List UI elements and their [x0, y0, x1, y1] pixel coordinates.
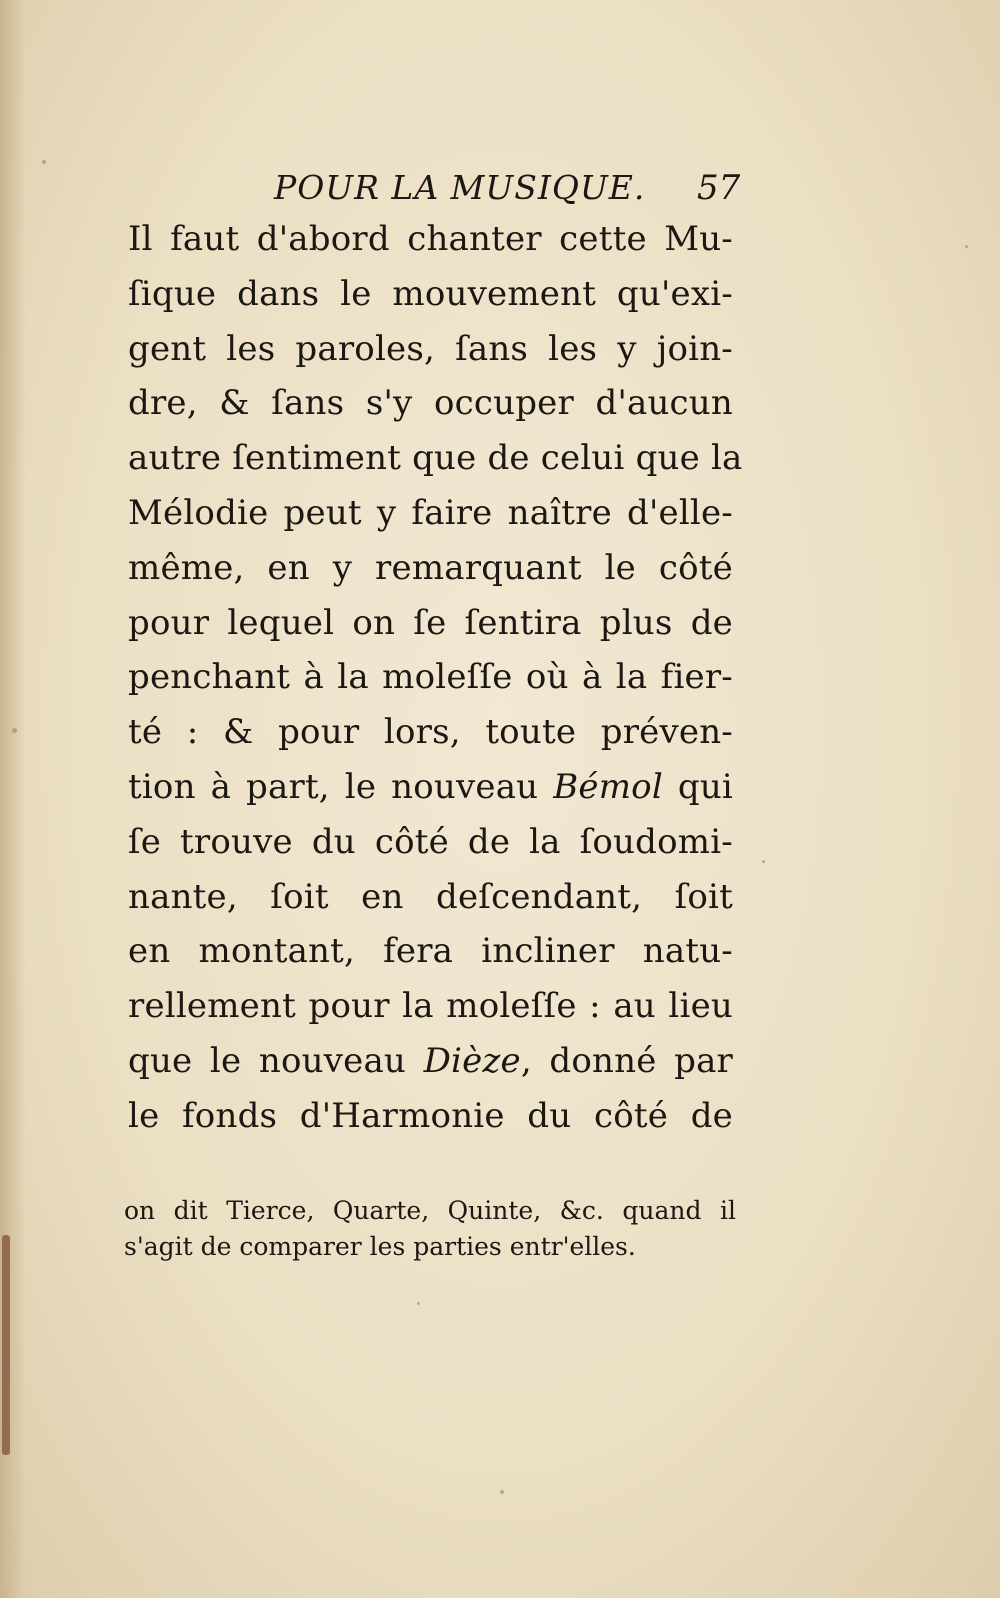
- paper-speck: [12, 728, 17, 733]
- text-line: dre, & ſans s'y occuper d'aucun: [128, 383, 733, 424]
- text-line-with-italic: [128, 760, 733, 815]
- text-line: nante, ſoit en deſcendant, ſoit: [128, 876, 733, 917]
- paper-speck: [42, 160, 46, 164]
- page-number: 57: [697, 168, 741, 208]
- text-line: Il faut d'abord chanter cette Mu-: [128, 219, 733, 259]
- body-text: [128, 212, 743, 1144]
- paper-speck: [762, 860, 765, 863]
- paper-speck: [500, 1490, 504, 1494]
- footnote: [124, 1193, 736, 1265]
- running-title: POUR LA MUSIQUE.: [274, 168, 646, 207]
- paper-speck: [417, 1302, 420, 1305]
- page-header: [0, 168, 1000, 212]
- text-line: pour lequel on ſe ſentira plus de: [128, 602, 733, 643]
- italic-word-bemol: Bémol: [553, 766, 663, 807]
- italic-word-dieze: Dièze: [423, 1040, 521, 1081]
- text-line: gent les paroles, ſans les y join-: [128, 328, 733, 369]
- text-line: ſique dans le mouvement qu'exi-: [128, 273, 733, 314]
- text-line: autre ſentiment que de celui que la: [128, 438, 743, 479]
- footnote-line: s'agit de comparer les parties entr'elles.: [124, 1232, 636, 1261]
- text-segment: qui: [662, 766, 733, 807]
- text-line-with-italic: [128, 1034, 733, 1089]
- footnote-line: on dit Tierce, Quarte, Quinte, &c. quand il: [124, 1196, 736, 1225]
- text-line: Mélodie peut y faire naître d'elle-: [128, 492, 733, 533]
- text-segment: tion à part, le nouveau: [128, 766, 554, 807]
- paper-speck: [965, 245, 968, 248]
- text-line: en montant, fera incliner natu-: [128, 931, 733, 972]
- text-segment: que le nouveau: [128, 1040, 424, 1081]
- text-line: ſe trouve du côté de la ſoudomi-: [128, 821, 733, 862]
- binding-stain: [2, 1235, 10, 1455]
- text-line: même, en y remarquant le côté: [128, 547, 733, 588]
- text-line: rellement pour la moleſſe : au lieu: [128, 986, 733, 1027]
- text-line: le fonds d'Harmonie du côté de: [128, 1095, 733, 1136]
- text-segment: , donné par: [520, 1040, 734, 1081]
- text-line: té : & pour lors, toute préven-: [128, 712, 733, 753]
- text-line: penchant à la moleſſe où à la fier-: [128, 657, 733, 698]
